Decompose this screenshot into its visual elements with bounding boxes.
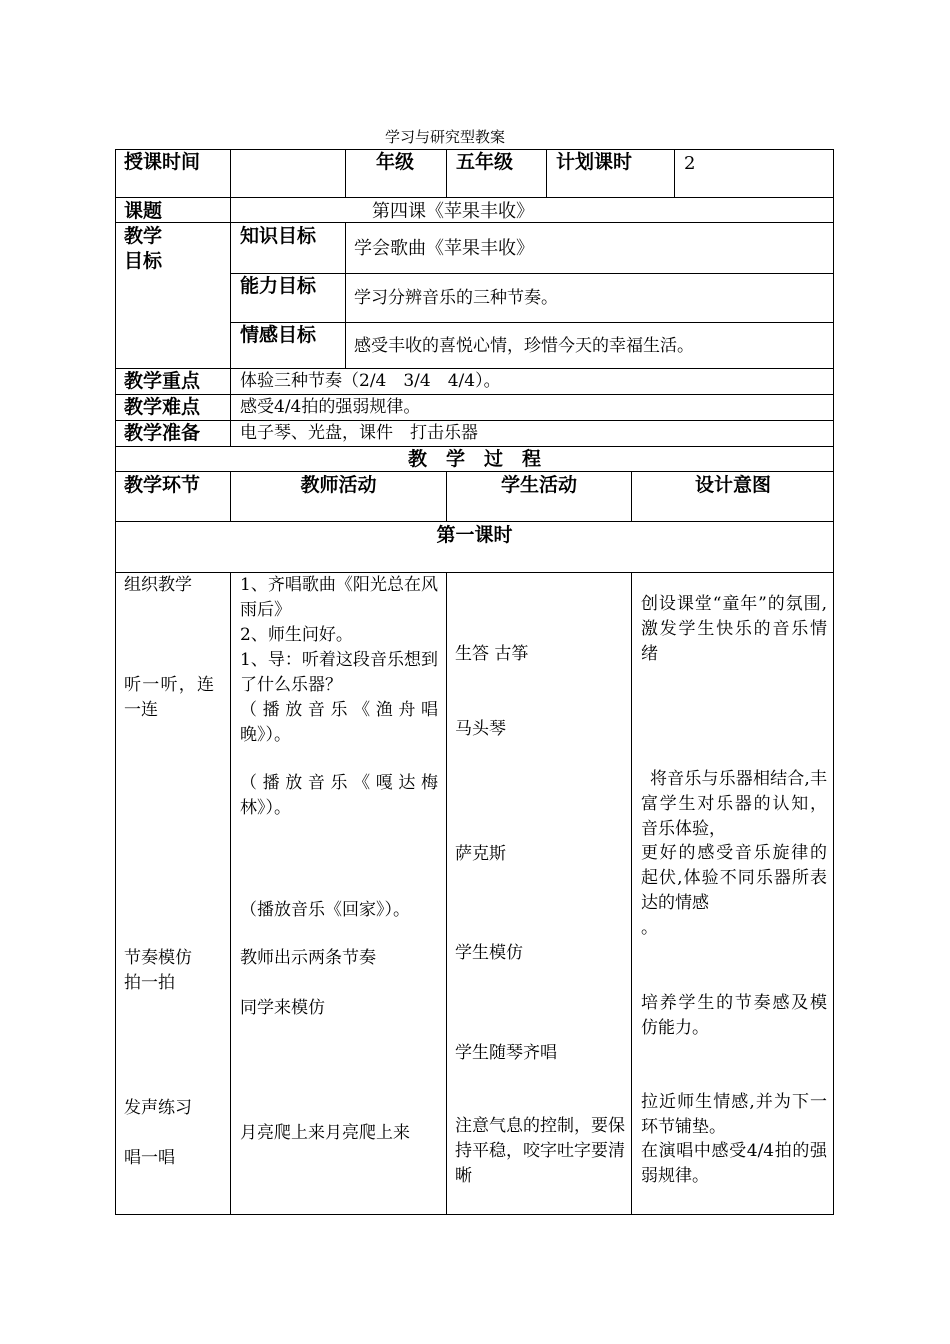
stage-organize: 组织教学 <box>124 575 192 595</box>
difficulty-label: 教学难点 <box>124 396 201 418</box>
focus-value: 体验三种节奏（2/4 3/4 4/4）。 <box>240 371 501 391</box>
goals-label-line2: 目标 <box>124 250 163 272</box>
preparation-value: 电子琴、光盘，课件 打击乐器 <box>240 423 478 443</box>
focus-label: 教学重点 <box>124 370 201 392</box>
stage-sing: 唱一唱 <box>124 1148 175 1168</box>
ability-goal-label: 能力目标 <box>240 275 317 297</box>
teacher-activity-music-3: （播放音乐《回家》）。 <box>240 900 410 920</box>
stage-clap: 拍一拍 <box>124 973 175 993</box>
topic-value: 第四课《苹果丰收》 <box>372 201 534 222</box>
design-intent-atmosphere: 创设课堂“童年”的氛围,激发学生快乐的音乐情绪 <box>641 594 827 664</box>
design-intent-bond: 拉近师生情感,并为下一环节铺垫。 <box>641 1092 827 1137</box>
column-header-design: 设计意图 <box>694 474 771 496</box>
planned-hours-label: 计划课时 <box>556 151 633 173</box>
teaching-time-label: 授课时间 <box>124 151 201 173</box>
column-header-teacher: 教师活动 <box>300 474 377 496</box>
stage-rhythm-imitation: 节奏模仿 <box>124 948 192 968</box>
stage-listen-connect: 听一听，连一连 <box>124 675 214 720</box>
column-header-stage: 教学环节 <box>124 474 201 496</box>
preparation-label: 教学准备 <box>124 422 201 444</box>
student-activity-guzheng: 生答 古筝 <box>455 644 529 664</box>
topic-label: 课题 <box>124 200 163 222</box>
document-title: 学习与研究型教案 <box>384 128 505 146</box>
planned-hours-value: 2 <box>684 153 696 174</box>
design-intent-rhythm: 培养学生的节奏感及模仿能力。 <box>641 993 827 1038</box>
teacher-activity-moon: 月亮爬上来月亮爬上来 <box>240 1123 410 1143</box>
lesson-title: 第一课时 <box>436 524 513 546</box>
process-title: 教 学 过 程 <box>407 448 541 470</box>
column-header-student: 学生活动 <box>500 474 577 496</box>
teacher-activity-music-1: （播放音乐《渔舟唱晚》）。 <box>240 700 438 745</box>
teacher-activity-music-2: （播放音乐《嘎达梅林》）。 <box>240 773 438 818</box>
teacher-activity-guide: 1、导：听着这段音乐想到了什么乐器？ <box>240 650 438 695</box>
student-activity-saxophone: 萨克斯 <box>455 844 506 864</box>
teacher-activity-greeting: 2、师生问好。 <box>240 625 353 645</box>
teacher-activity-imitate: 同学来模仿 <box>240 998 325 1018</box>
student-activity-sing: 学生随琴齐唱 <box>455 1043 557 1063</box>
teacher-activity-sing: 1、齐唱歌曲《阳光总在风雨后》 <box>240 575 438 620</box>
emotion-goal-value: 感受丰收的喜悦心情，珍惜今天的幸福生活。 <box>354 336 694 356</box>
difficulty-value: 感受4/4拍的强弱规律。 <box>240 397 421 417</box>
student-activity-breath: 注意气息的控制，要保持平稳，咬字吐字要清晰 <box>455 1116 625 1186</box>
ability-goal-value: 学习分辨音乐的三种节奏。 <box>354 288 558 308</box>
knowledge-goal-label: 知识目标 <box>240 225 317 247</box>
knowledge-goal-value: 学会歌曲《苹果丰收》 <box>354 238 534 259</box>
design-intent-instruments: 将音乐与乐器相结合,丰富学生对乐器的认知，音乐体验， <box>641 769 827 839</box>
stage-vocal-practice: 发声练习 <box>124 1098 192 1118</box>
design-intent-beat: 在演唱中感受4/4拍的强弱规律。 <box>641 1141 827 1186</box>
grade-value: 五年级 <box>456 151 514 173</box>
student-activity-matouqin: 马头琴 <box>455 719 506 739</box>
design-intent-melody: 更好的感受音乐旋律的起伏,体验不同乐器所表达的情感 <box>641 843 827 913</box>
design-intent-period: 。 <box>641 918 658 938</box>
teacher-activity-rhythm: 教师出示两条节奏 <box>240 948 376 968</box>
emotion-goal-label: 情感目标 <box>240 324 317 346</box>
student-activity-imitate: 学生模仿 <box>455 943 523 963</box>
grade-label: 年级 <box>376 151 415 173</box>
goals-label-line1: 教学 <box>124 225 163 247</box>
